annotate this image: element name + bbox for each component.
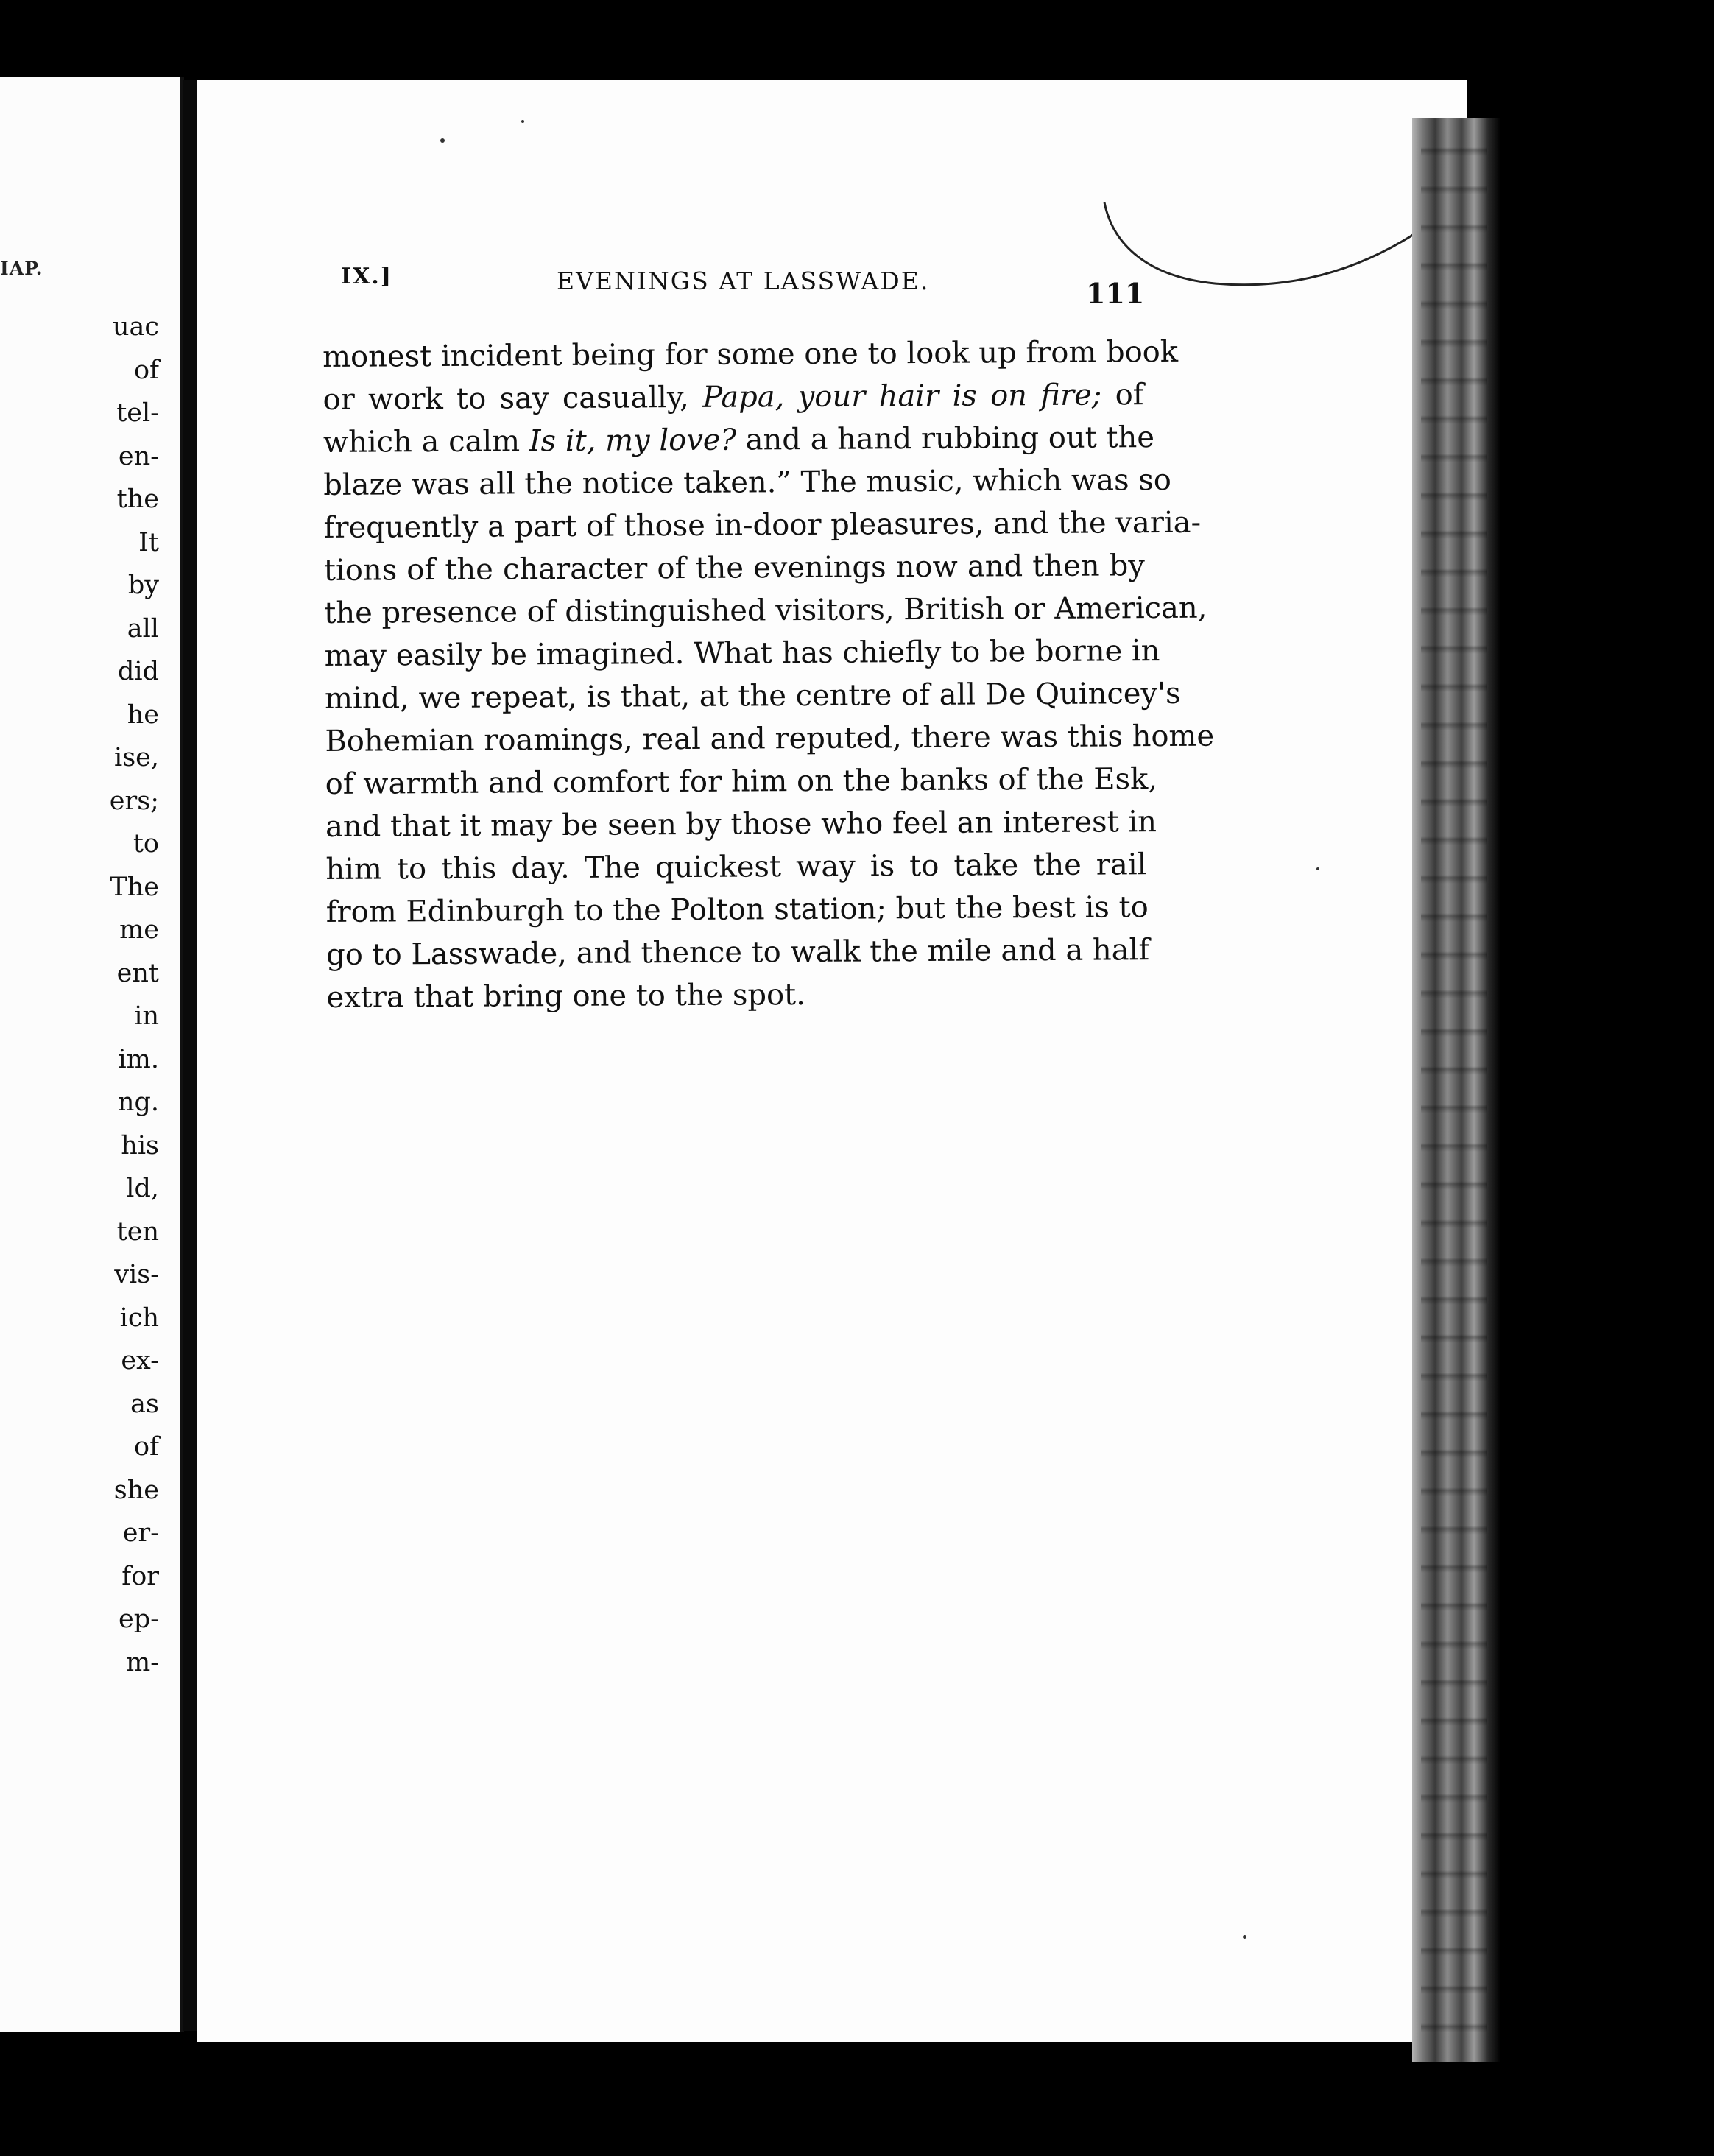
italic-text-segment: Is it, my love? <box>529 423 737 459</box>
text-line <box>324 672 1181 720</box>
body-text <box>322 331 1215 1019</box>
text-segment: or work to say casually, <box>322 380 703 417</box>
text-segment: extra that bring one to the spot. <box>326 978 806 1015</box>
text-segment: from Edinburgh to the Polton station; but the best is to <box>325 890 1149 929</box>
left-page-line-fragment: as <box>130 1389 159 1419</box>
text-line <box>326 971 1147 1019</box>
left-page-line-fragment: en- <box>118 441 159 471</box>
text-line <box>325 929 1150 976</box>
left-page-line-fragment: ise, <box>114 743 159 772</box>
left-page-line-fragment: me <box>119 915 159 945</box>
left-page-line-fragment: ten <box>116 1216 159 1247</box>
left-page-line-fragment: ich <box>119 1303 159 1333</box>
left-page-line-fragment: The <box>110 872 159 902</box>
text-segment: tions of the character of the evenings now and then by <box>323 549 1146 588</box>
left-page-line-fragment: in <box>134 1001 159 1031</box>
left-page-line-fragment: vis- <box>114 1260 159 1289</box>
left-page-line-fragment: by <box>127 571 159 600</box>
book-gutter <box>183 80 197 2031</box>
left-page-line-fragment: ld, <box>126 1174 159 1203</box>
text-line <box>323 459 1172 507</box>
text-segment: go to Lasswade, and thence to walk the mile and a half <box>325 933 1150 972</box>
text-segment: of warmth and comfort for him on the banks of the Esk, <box>325 762 1158 801</box>
left-page-line-fragment: his <box>121 1130 159 1160</box>
page-edge-streaks <box>1421 118 1487 2062</box>
text-line <box>324 544 1145 592</box>
left-page-line-fragment: It <box>138 527 159 557</box>
running-title: EVENINGS AT LASSWADE. <box>557 267 930 295</box>
text-line <box>322 373 1143 421</box>
text-line <box>324 630 1160 677</box>
text-segment: frequently a part of those in-door pleasures, and the varia- <box>323 505 1202 545</box>
text-line <box>325 800 1157 848</box>
bookmark-ribbon <box>1090 195 1458 298</box>
left-page-line-fragment: of <box>133 1432 159 1462</box>
text-segment: Bohemian roamings, real and reputed, there was this home <box>325 719 1215 758</box>
left-page-line-fragment: she <box>113 1475 159 1505</box>
paper-speck <box>1316 867 1319 870</box>
page-number: 111 <box>1086 277 1145 310</box>
left-page-line-fragment: all <box>127 613 159 644</box>
left-page-line-fragment: ers; <box>109 786 159 816</box>
text-segment: him to this day. The quickest way is to take the rail <box>325 848 1147 887</box>
left-page-line-fragment: uac <box>112 312 159 342</box>
left-page-line-fragment: ep- <box>119 1604 159 1634</box>
left-page-line-fragment: tel- <box>116 398 159 428</box>
left-page-line-fragment: to <box>133 829 159 859</box>
paper-speck <box>1243 1935 1246 1939</box>
text-segment: may easily be imagined. What has chiefly to be borne in <box>324 634 1160 673</box>
text-segment: of <box>1101 378 1144 412</box>
text-segment: the presence of distinguished visitors, British or American, <box>324 591 1207 630</box>
left-page-line-fragment: of <box>133 355 159 385</box>
text-segment: and a hand rubbing out the <box>736 420 1155 457</box>
text-line <box>324 587 1207 635</box>
text-line <box>325 715 1215 763</box>
text-segment: mind, we repeat, is that, at the centre of all De Quincey's <box>324 676 1181 716</box>
paper-speck <box>521 120 524 123</box>
text-segment: monest incident being for some one to look up from book <box>322 334 1179 374</box>
right-page <box>197 80 1467 2042</box>
italic-text-segment: Papa, your hair is on fire; <box>702 378 1102 415</box>
left-page-line-fragment: for <box>121 1561 159 1591</box>
text-line <box>325 843 1146 891</box>
left-page-line-fragment: ng. <box>117 1088 159 1117</box>
left-page-line-fragment: im. <box>118 1044 159 1074</box>
text-line <box>322 416 1155 464</box>
text-line <box>326 886 1147 934</box>
text-line <box>323 501 1202 549</box>
chapter-number: IX.] <box>341 264 392 289</box>
paper-speck <box>440 138 445 143</box>
left-page <box>0 77 184 2032</box>
text-segment: which a calm <box>322 424 529 459</box>
left-page-line-fragment: ex- <box>121 1346 159 1375</box>
left-page-line-fragment: ent <box>116 958 159 988</box>
text-segment: and that it may be seen by those who feel an interest in <box>325 805 1157 844</box>
left-page-line-fragment: the <box>116 485 159 514</box>
left-page-line-fragment: er- <box>122 1518 159 1548</box>
left-page-line-fragment: m- <box>125 1647 159 1677</box>
left-page-line-fragment: did <box>117 657 159 686</box>
text-segment: blaze was all the notice taken.” The music, which was so <box>323 462 1172 502</box>
left-page-header-fragment: IAP. <box>0 258 43 279</box>
text-line <box>322 331 1179 378</box>
left-page-line-fragment: he <box>127 700 159 730</box>
text-line <box>325 758 1158 806</box>
